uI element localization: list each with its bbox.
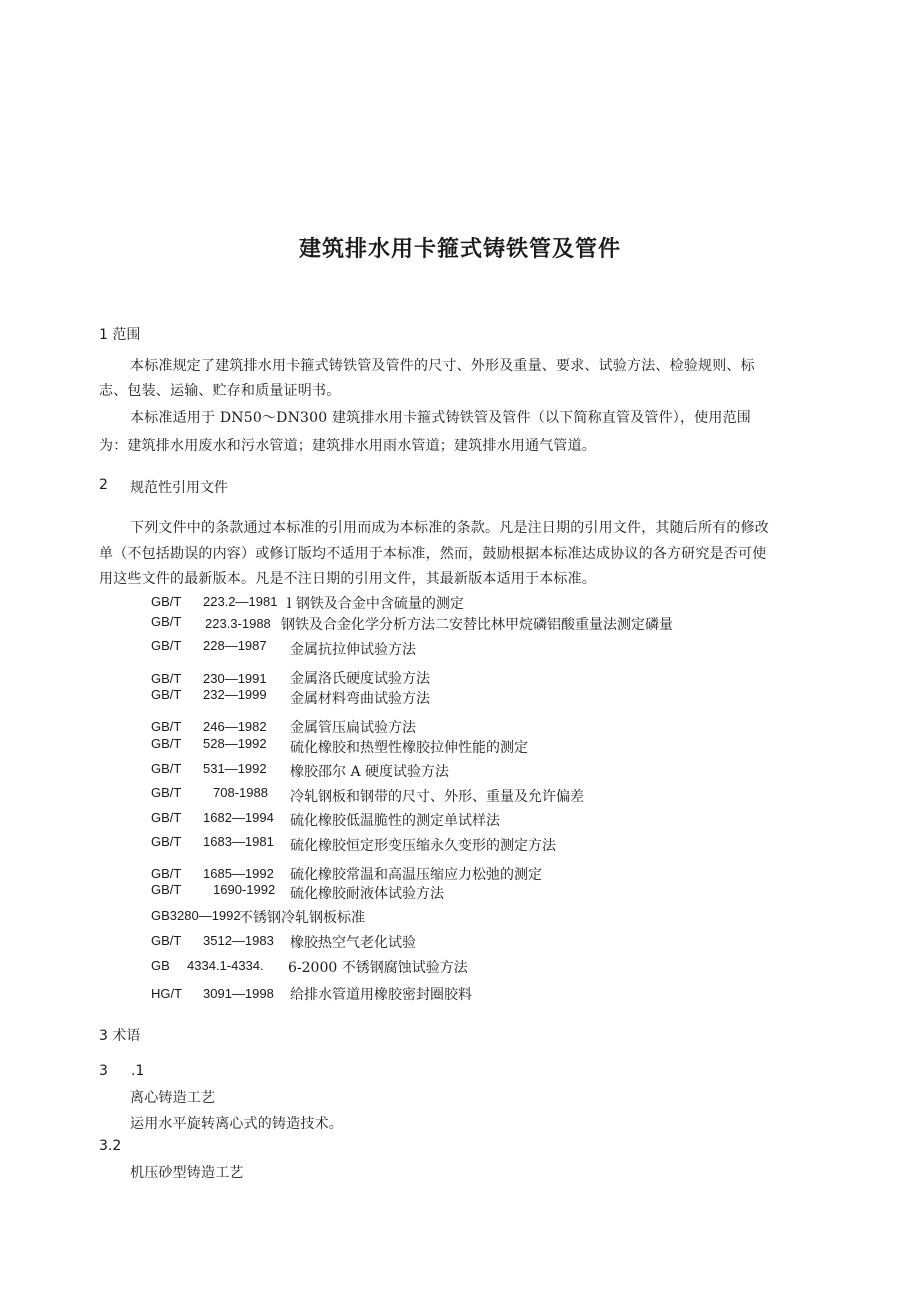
reference-number: 228—1987 — [203, 638, 267, 653]
reference-title: 冷轧钢板和钢带的尺寸、外形、重量及允许偏差 — [290, 789, 584, 805]
reference-title: 硫化橡胶低温脆性的测定单试样法 — [290, 813, 500, 829]
term-3-1-number-part-b: .1 — [131, 1063, 145, 1079]
reference-title: 给排水管道用橡胶密封圈胶料 — [290, 987, 472, 1003]
section-2-heading-number: 2 — [99, 477, 108, 493]
section-2-paragraph-line-3: 用这些文件的最新版本。凡是不注日期的引用文件，其最新版本适用于本标准。 — [99, 571, 596, 587]
section-3-heading: 3 术语 — [99, 1028, 141, 1044]
section-1-paragraph-2-line-1: 本标准适用于 DN50～DN300 建筑排水用卡箍式铸铁管及管件（以下简称直管及管件），使用范围 — [130, 410, 751, 426]
section-1-paragraph-2-line-2: 为：建筑排水用废水和污水管道；建筑排水用雨水管道；建筑排水用通气管道。 — [99, 438, 596, 454]
reference-number: 246—1982 — [203, 719, 267, 734]
section-1-paragraph-1-line-2: 志、包装、运输、贮存和质量证明书。 — [99, 383, 341, 399]
reference-number: 708-1988 — [213, 785, 268, 800]
reference-number: 230—1991 — [203, 671, 267, 686]
reference-title: 硫化橡胶耐液体试验方法 — [290, 886, 444, 902]
term-3-2-name: 机压砂型铸造工艺 — [130, 1165, 244, 1181]
reference-title: 钢铁及合金化学分析方法二安替比林甲烷磷铝酸重量法测定磷量 — [281, 617, 673, 633]
reference-title: 硫化橡胶和热塑性橡胶拉伸性能的测定 — [290, 740, 528, 756]
reference-number: GB3280—1992 — [151, 908, 241, 923]
reference-title: 6-2000 不锈钢腐蚀试验方法 — [288, 960, 468, 976]
reference-number: 1682—1994 — [203, 810, 274, 825]
reference-prefix: GB/T — [151, 834, 182, 849]
reference-number: 531—1992 — [203, 761, 267, 776]
reference-prefix: GB/T — [151, 614, 182, 629]
reference-prefix: GB/T — [151, 594, 182, 609]
reference-number: 223.2—1981 — [203, 594, 278, 609]
reference-prefix: GB/T — [151, 638, 182, 653]
reference-title: 金属管压扁试验方法 — [290, 720, 416, 736]
reference-prefix: HG/T — [151, 986, 183, 1001]
term-3-2-number: 3.2 — [99, 1138, 122, 1154]
term-3-1-definition: 运用水平旋转离心式的铸造技术。 — [130, 1116, 343, 1132]
reference-number: 528—1992 — [203, 736, 267, 751]
term-3-1-number-part-a: 3 — [99, 1063, 108, 1079]
reference-number: 223.3-1988 — [205, 616, 271, 631]
document-title: 建筑排水用卡箍式铸铁管及管件 — [298, 237, 621, 262]
reference-title: 金属洛氏硬度试验方法 — [290, 671, 430, 687]
reference-number: 3091—1998 — [203, 986, 274, 1001]
term-3-1-name: 离心铸造工艺 — [130, 1090, 216, 1106]
reference-number: 232—1999 — [203, 687, 267, 702]
reference-title: 橡胶邵尔 A 硬度试验方法 — [290, 764, 450, 780]
reference-title: 橡胶热空气老化试验 — [290, 935, 416, 951]
reference-title: 不锈钢冷轧钢板标准 — [239, 910, 365, 926]
reference-number: 1683—1981 — [203, 834, 274, 849]
section-1-paragraph-1-line-1: 本标准规定了建筑排水用卡箍式铸铁管及管件的尺寸、外形及重量、要求、试验方法、检验规则、标 — [130, 358, 755, 374]
section-1-heading: 1 范围 — [99, 327, 141, 343]
reference-title: 硫化橡胶恒定形变压缩永久变形的测定方法 — [290, 838, 556, 854]
reference-prefix: GB/T — [151, 761, 182, 776]
section-2-paragraph-line-1: 下列文件中的条款通过本标准的引用而成为本标准的条款。凡是注日期的引用文件，其随后所有的修改 — [130, 520, 769, 536]
reference-title: 金属抗拉伸试验方法 — [290, 642, 416, 658]
section-2-heading: 规范性引用文件 — [130, 480, 228, 496]
reference-prefix: GB/T — [151, 810, 182, 825]
reference-prefix: GB/T — [151, 671, 182, 686]
reference-number: 1685—1992 — [203, 866, 274, 881]
reference-title: 硫化橡胶常温和高温压缩应力松弛的测定 — [290, 867, 542, 883]
reference-number: 3512—1983 — [203, 933, 274, 948]
section-2-paragraph-line-2: 单（不包括勘误的内容）或修订版均不适用于本标准，然而，鼓励根据本标准达成协议的各方研究是否可使 — [99, 546, 767, 562]
reference-prefix: GB/T — [151, 687, 182, 702]
reference-prefix: GB/T — [151, 719, 182, 734]
reference-prefix: GB/T — [151, 866, 182, 881]
reference-title: 金属材料弯曲试验方法 — [290, 691, 430, 707]
reference-number: 1690-1992 — [213, 882, 276, 897]
reference-prefix: GB — [151, 958, 170, 973]
reference-number: 4334.1-4334. — [187, 958, 264, 973]
reference-prefix: GB/T — [151, 933, 182, 948]
reference-prefix: GB/T — [151, 882, 182, 897]
reference-prefix: GB/T — [151, 736, 182, 751]
reference-prefix: GB/T — [151, 785, 182, 800]
reference-title: l 钢铁及合金中含硫量的测定 — [287, 596, 464, 612]
